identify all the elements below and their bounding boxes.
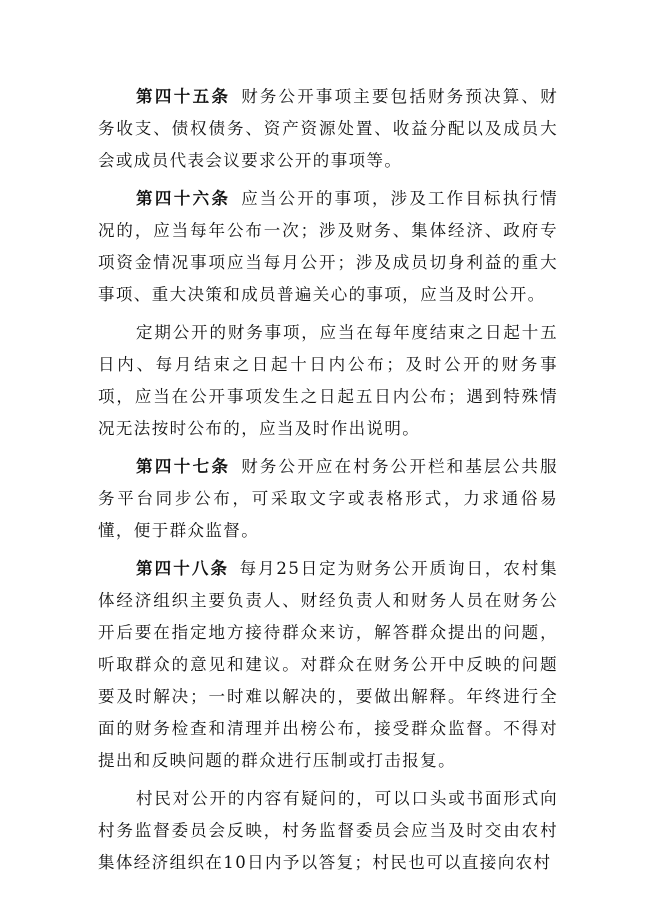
- article-number: 第四十六条: [136, 189, 231, 208]
- document-body: [98, 81, 558, 885]
- paragraph-text: 应当公开的事项，涉及工作目标执行情况的，应当每年公布一次；涉及财务、集体经济、政府专项资金情况事项应当每月公开；涉及成员切身利益的重大事项、重大决策和成员普遍关心的事项，应当及时公开。: [98, 189, 558, 304]
- paragraph-text: 财务公开应在村务公开栏和基层公共服务平台同步公布，可采取文字或表格形式，力求通俗易懂，便于群众监督。: [98, 457, 558, 540]
- article-number: 第四十五条: [136, 87, 231, 106]
- paragraph-text: 每月25日定为财务公开质询日，农村集体经济组织主要负责人、财经负责人和财务人员在财务公开后要在指定地方接待群众来访，解答群众提出的问题，听取群众的意见和建议。对群众在财务公开中反映的问题要及时解决；一时难以解决的，要做出解释。年终进行全面的财务检查和清理并出榜公布，接受群众监督。不得对提出和反映问题的群众进行压制或打击报复。: [98, 559, 559, 770]
- article-number: 第四十七条: [136, 457, 231, 476]
- paragraph-article-46: [98, 183, 558, 311]
- paragraph-periodic-disclosure: [98, 317, 558, 445]
- paragraph-villager-inquiry: [98, 783, 558, 879]
- paragraph-article-47: [98, 451, 558, 547]
- paragraph-article-48: [98, 553, 558, 777]
- paragraph-text: 村民对公开的内容有疑问的，可以口头或书面形式向村务监督委员会反映，村务监督委员会应当及时交由农村集体经济组织在10日内予以答复；村民也可以直接向农村: [98, 789, 558, 872]
- article-number: 第四十八条: [136, 559, 230, 578]
- paragraph-article-45: [98, 81, 558, 177]
- paragraph-text: 定期公开的财务事项，应当在每年度结束之日起十五日内、每月结束之日起十日内公布；及时公开的财务事项，应当在公开事项发生之日起五日内公布；遇到特殊情况无法按时公布的，应当及时作出说明。: [98, 323, 558, 438]
- paragraph-text: 财务公开事项主要包括财务预决算、财务收支、债权债务、资产资源处置、收益分配以及成员大会或成员代表会议要求公开的事项等。: [98, 87, 558, 170]
